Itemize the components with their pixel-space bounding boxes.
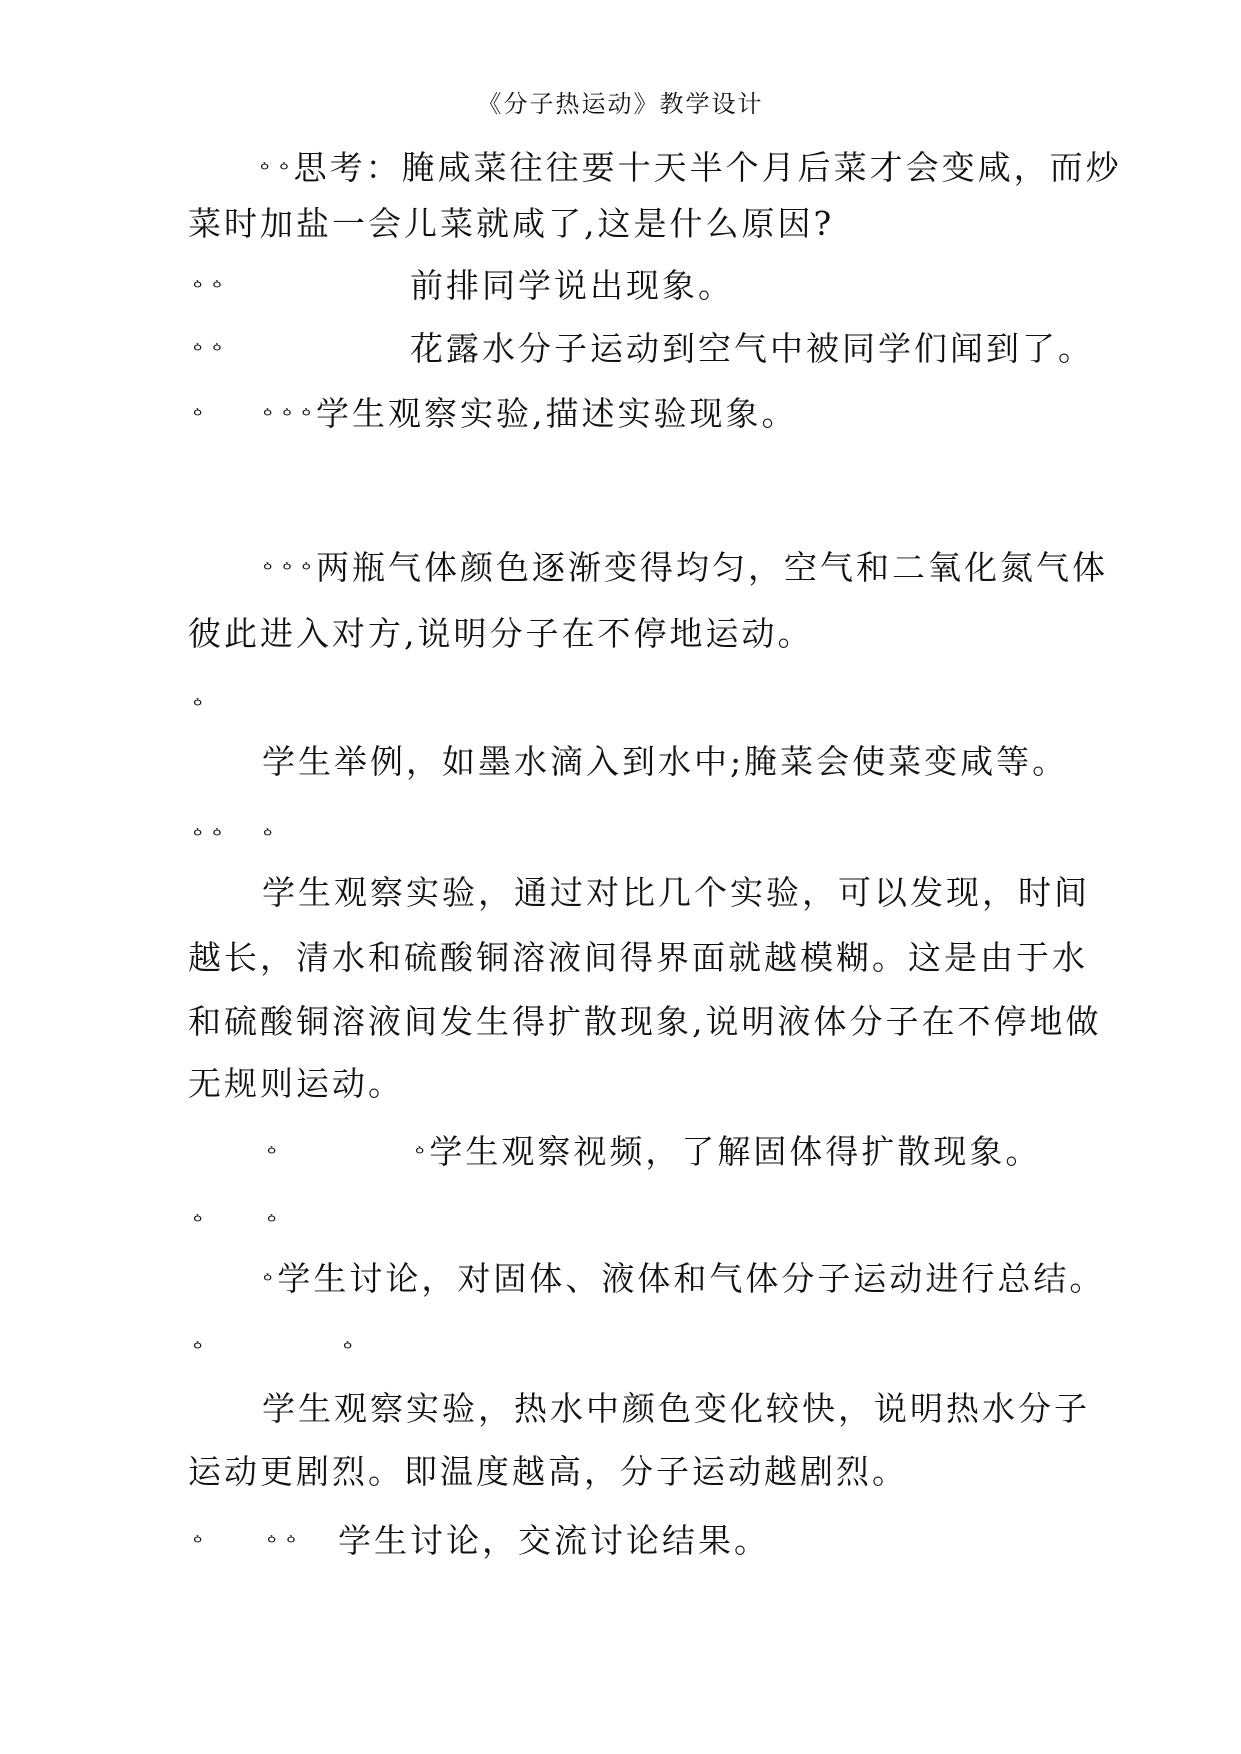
text-line	[258, 546, 1108, 594]
text-line	[188, 936, 1088, 980]
text-line	[338, 1325, 357, 1373]
text-line	[188, 327, 227, 375]
paragraph-text: 学生观察实验,描述实验现象。	[315, 394, 798, 433]
glyph-marker: ᅌᅌ	[262, 1533, 301, 1557]
text-line	[258, 812, 277, 860]
paragraph-text: 越长，清水和硫酸铜溶液间得界面就越模糊。这是由于水	[188, 938, 1088, 977]
glyph-marker: ᅌ	[188, 406, 208, 430]
text-line	[338, 1519, 770, 1563]
paragraph-text: 思考：腌咸菜往往要十天半个月后菜才会变咸，而炒	[293, 148, 1122, 187]
text-line	[262, 1519, 301, 1567]
paragraph-text: 花露水分子运动到空气中被同学们闻到了。	[410, 329, 1094, 368]
text-line	[188, 1450, 908, 1494]
text-line	[258, 392, 797, 440]
glyph-marker: ᅌ	[262, 1212, 282, 1236]
paragraph-text: 学生观察视频，了解固体得扩散现象。	[429, 1132, 1042, 1171]
paragraph-text: 学生讨论，对固体、液体和气体分子运动进行总结。	[277, 1259, 1106, 1298]
paragraph-text: 菜时加盐一会儿菜就咸了,这是什么原因?	[188, 204, 835, 243]
glyph-marker: ᅌᅌ	[188, 826, 227, 850]
paragraph-text: 学生讨论，交流讨论结果。	[338, 1521, 770, 1560]
glyph-marker: ᅌ	[188, 1533, 208, 1557]
paragraph-text: 两瓶气体颜色逐渐变得均匀，空气和二氧化氮气体	[315, 548, 1108, 587]
paragraph-text: 无规则运动。	[188, 1064, 404, 1103]
text-line	[410, 264, 734, 308]
glyph-marker: ᅌ	[258, 1271, 278, 1295]
paragraph-text: 前排同学说出现象。	[410, 266, 734, 305]
text-line	[410, 1130, 1041, 1178]
text-line	[262, 871, 1090, 915]
text-line	[188, 264, 227, 312]
text-line	[262, 740, 1068, 784]
paragraph-text: 学生举例，如墨水滴入到水中;腌菜会使菜变咸等。	[262, 742, 1069, 781]
paragraph-text: 运动更剧烈。即温度越高，分子运动越剧烈。	[188, 1452, 908, 1491]
glyph-marker: ᅌ	[410, 1144, 430, 1168]
paragraph-text: 学生观察实验，通过对比几个实验，可以发现，时间	[262, 873, 1090, 912]
glyph-marker: ᅌ	[258, 826, 278, 850]
text-line	[188, 1000, 1102, 1044]
text-line	[188, 392, 207, 440]
text-line	[262, 1198, 281, 1246]
text-line	[188, 1325, 207, 1373]
text-line	[188, 202, 834, 246]
text-line	[262, 1387, 1090, 1431]
glyph-marker: ᅌ	[262, 1144, 282, 1168]
text-line	[188, 612, 814, 656]
document-title: 《分子热运动》教学设计	[477, 90, 764, 118]
text-line	[188, 682, 207, 730]
text-line	[188, 1062, 404, 1106]
text-line	[255, 146, 1122, 194]
glyph-marker: ᅌ	[188, 1339, 208, 1363]
glyph-marker: ᅌᅌᅌ	[258, 560, 316, 584]
text-line	[410, 327, 1094, 371]
glyph-marker: ᅌ	[188, 696, 208, 720]
paragraph-text: 学生观察实验，热水中颜色变化较快，说明热水分子	[262, 1389, 1090, 1428]
text-line	[188, 812, 227, 860]
glyph-marker: ᅌᅌ	[188, 278, 227, 302]
text-line	[188, 1198, 207, 1246]
glyph-marker: ᅌᅌ	[188, 341, 227, 365]
paragraph-text: 彼此进入对方,说明分子在不停地运动。	[188, 614, 814, 653]
text-line	[188, 1519, 207, 1567]
glyph-marker: ᅌ	[188, 1212, 208, 1236]
glyph-marker: ᅌ	[338, 1339, 358, 1363]
text-line	[258, 1257, 1105, 1305]
paragraph-text: 和硫酸铜溶液间发生得扩散现象,说明液体分子在不停地做	[188, 1002, 1102, 1041]
glyph-marker: ᅌᅌ	[255, 160, 294, 184]
text-line	[262, 1130, 281, 1178]
glyph-marker: ᅌᅌᅌ	[258, 406, 316, 430]
